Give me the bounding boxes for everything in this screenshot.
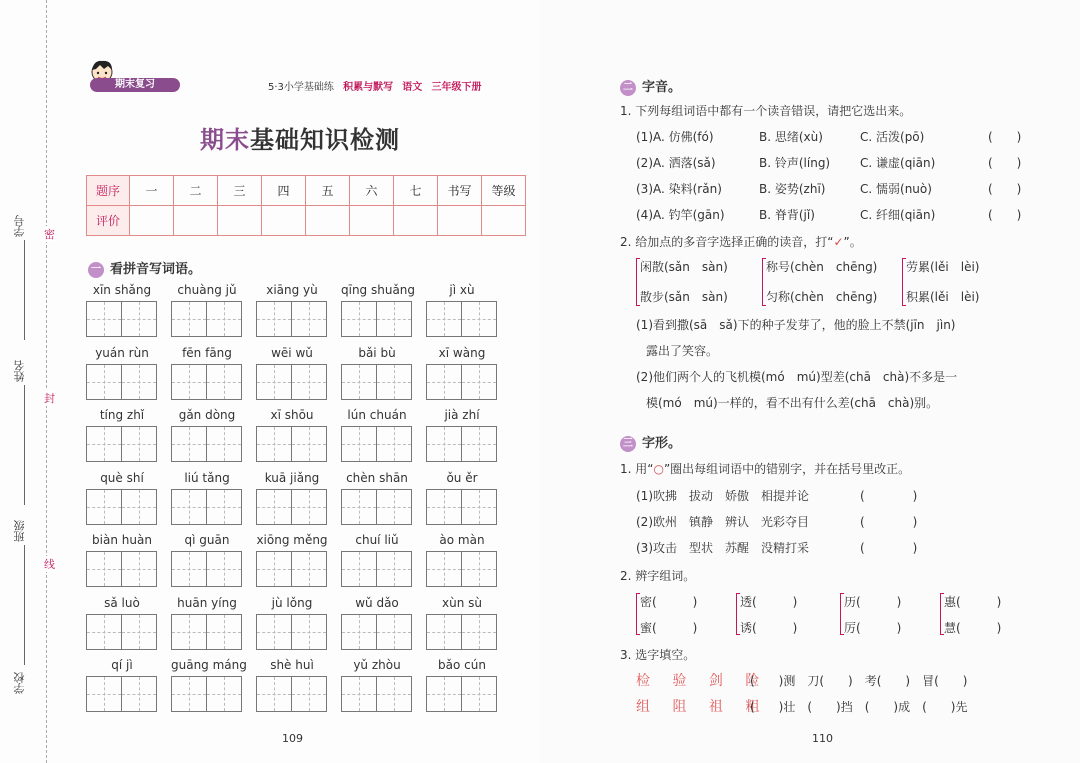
pinyin-text: wēi wǔ bbox=[271, 345, 313, 360]
pinyin-item bbox=[86, 346, 158, 400]
writing-box[interactable] bbox=[426, 301, 462, 337]
writing-box[interactable] bbox=[341, 301, 377, 337]
pinyin-item bbox=[86, 471, 158, 525]
writing-box[interactable] bbox=[462, 551, 497, 587]
section-number-icon: 三 bbox=[620, 436, 636, 452]
writing-boxes bbox=[86, 489, 158, 525]
answer-bracket[interactable]: ( ) bbox=[988, 130, 1022, 144]
col-header: 七 bbox=[394, 176, 438, 206]
pinyin-text: sǎ luò bbox=[104, 595, 140, 610]
pinyin-item bbox=[426, 658, 498, 712]
pinyin-item bbox=[171, 533, 243, 587]
writing-box[interactable] bbox=[256, 614, 292, 650]
pinyin-text: qí jì bbox=[111, 658, 133, 672]
writing-box[interactable] bbox=[86, 364, 122, 400]
writing-box[interactable] bbox=[171, 614, 207, 650]
pinyin-item bbox=[256, 283, 328, 337]
pinyin-text: guāng máng bbox=[171, 658, 247, 672]
page-number: 109 bbox=[282, 732, 303, 745]
writing-box[interactable] bbox=[377, 301, 412, 337]
question-2-1: 1. 下列每组词语中都有一个读音错误，请把它选出来。 bbox=[620, 104, 912, 118]
pinyin-text: kuā jiǎng bbox=[264, 470, 320, 485]
pinyin-item bbox=[171, 283, 243, 337]
writing-boxes bbox=[256, 676, 328, 712]
writing-box[interactable] bbox=[256, 364, 292, 400]
writing-box[interactable] bbox=[86, 301, 122, 337]
pinyin-item bbox=[341, 533, 413, 587]
writing-box[interactable] bbox=[377, 489, 412, 525]
pinyin-item bbox=[426, 283, 498, 337]
section-title: 字音。 bbox=[642, 80, 682, 95]
pinyin-item bbox=[86, 283, 158, 337]
writing-boxes bbox=[256, 489, 328, 525]
compare-word[interactable]: 慧( ) bbox=[944, 621, 1002, 635]
word-list: (1)吹拂 拔动 娇傲 相提并论 bbox=[636, 489, 809, 503]
pinyin-text: jù lǒng bbox=[271, 595, 313, 610]
writing-box[interactable] bbox=[377, 676, 412, 712]
writing-boxes bbox=[171, 489, 243, 525]
section-title: 看拼音写词语。 bbox=[110, 262, 202, 277]
writing-box[interactable] bbox=[171, 551, 207, 587]
writing-boxes bbox=[426, 364, 498, 400]
pinyin-item bbox=[426, 346, 498, 400]
writing-box[interactable] bbox=[256, 301, 292, 337]
writing-box[interactable] bbox=[426, 551, 462, 587]
section-1-heading bbox=[88, 258, 201, 278]
fill-line bbox=[24, 385, 25, 505]
writing-box[interactable] bbox=[171, 301, 207, 337]
compare-word[interactable]: 厉( ) bbox=[844, 621, 902, 635]
writing-box[interactable] bbox=[462, 614, 497, 650]
seal-mi: 密 bbox=[44, 228, 55, 241]
writing-boxes bbox=[256, 426, 328, 462]
pinyin-text: xiōng měng bbox=[256, 533, 328, 547]
writing-box[interactable] bbox=[122, 426, 157, 462]
writing-box[interactable] bbox=[377, 614, 412, 650]
writing-box[interactable] bbox=[292, 426, 327, 462]
pinyin-text: yǔ zhòu bbox=[353, 658, 401, 672]
writing-box[interactable] bbox=[292, 301, 327, 337]
pinyin-item bbox=[341, 408, 413, 462]
writing-box[interactable] bbox=[122, 676, 157, 712]
sentence-1-line-2: 露出了笑容。 bbox=[646, 344, 719, 358]
fill-line bbox=[24, 545, 25, 665]
col-header: 等级 bbox=[482, 176, 526, 206]
polyphone-option[interactable]: 劳累(lěi lèi) bbox=[906, 260, 980, 274]
writing-boxes bbox=[341, 676, 413, 712]
right-page bbox=[540, 0, 1080, 763]
writing-boxes bbox=[256, 551, 328, 587]
pinyin-text: tíng zhǐ bbox=[99, 408, 145, 422]
sentence-2-line-2: 模(mó mú)一样的，看不出有什么差(chā chà)别。 bbox=[646, 396, 939, 410]
writing-box[interactable] bbox=[171, 489, 207, 525]
writing-box[interactable] bbox=[377, 426, 412, 462]
writing-box[interactable] bbox=[462, 364, 497, 400]
answer-bracket[interactable]: ( ) bbox=[860, 541, 918, 555]
sentence-1-line-1: (1)看到撒(sā sǎ)下的种子发芽了，他的脸上不禁(jīn jìn) bbox=[636, 318, 956, 332]
col-header: 三 bbox=[218, 176, 262, 206]
pinyin-text: chèn shān bbox=[346, 470, 408, 485]
row-label-order: 题序 bbox=[87, 176, 130, 206]
writing-box[interactable] bbox=[341, 489, 377, 525]
pinyin-item bbox=[341, 346, 413, 400]
writing-boxes bbox=[86, 551, 158, 587]
writing-box[interactable] bbox=[122, 301, 157, 337]
pinyin-text: qì guān bbox=[184, 533, 230, 547]
writing-box[interactable] bbox=[171, 676, 207, 712]
question-3-1 bbox=[620, 460, 910, 477]
writing-boxes bbox=[426, 489, 498, 525]
grade: 三年级下册 bbox=[431, 82, 482, 93]
page-number: 110 bbox=[812, 732, 833, 745]
writing-box[interactable] bbox=[86, 426, 122, 462]
writing-box[interactable] bbox=[207, 426, 242, 462]
book-header bbox=[268, 78, 481, 93]
pinyin-text: chuí liǔ bbox=[355, 533, 399, 547]
col-header: 二 bbox=[174, 176, 218, 206]
section-number-icon: 一 bbox=[88, 262, 104, 278]
writing-box[interactable] bbox=[341, 551, 377, 587]
pinyin-item bbox=[256, 471, 328, 525]
question-3-3: 3. 选字填空。 bbox=[620, 648, 696, 662]
option-text: C. 纤细(qiān) bbox=[860, 208, 936, 222]
pinyin-item bbox=[256, 408, 328, 462]
writing-box[interactable] bbox=[292, 364, 327, 400]
writing-box[interactable] bbox=[292, 676, 327, 712]
option-text: B. 姿势(zhī) bbox=[759, 182, 826, 196]
fill-line bbox=[24, 240, 25, 340]
writing-box[interactable] bbox=[426, 614, 462, 650]
label-student-id: 学号 bbox=[13, 215, 26, 237]
fill-row-1: ( )测 刀( ) 考( ) 冒( ) bbox=[750, 674, 968, 688]
writing-box[interactable] bbox=[292, 489, 327, 525]
writing-box[interactable] bbox=[171, 364, 207, 400]
pinyin-item bbox=[426, 408, 498, 462]
writing-box[interactable] bbox=[86, 676, 122, 712]
writing-box[interactable] bbox=[341, 614, 377, 650]
row-label-eval: 评价 bbox=[87, 206, 130, 236]
seal-xian: 线 bbox=[44, 558, 55, 571]
option-text: B. 脊背(jǐ) bbox=[759, 208, 815, 222]
q3-1-post: ”圈出每组词语中的错别字，并在括号里改正。 bbox=[663, 462, 911, 476]
writing-boxes bbox=[86, 301, 158, 337]
col-header: 四 bbox=[262, 176, 306, 206]
writing-box[interactable] bbox=[256, 551, 292, 587]
writing-boxes bbox=[341, 301, 413, 337]
writing-boxes bbox=[341, 426, 413, 462]
pinyin-text: jì xù bbox=[449, 283, 475, 297]
writing-boxes bbox=[171, 301, 243, 337]
answer-bracket[interactable]: ( ) bbox=[860, 515, 918, 529]
pinyin-item bbox=[426, 596, 498, 650]
compare-word[interactable]: 密( ) bbox=[640, 595, 698, 609]
pinyin-text: liú tǎng bbox=[184, 470, 230, 485]
pinyin-text: bǎo cún bbox=[438, 658, 486, 672]
eval-cell[interactable] bbox=[394, 206, 438, 236]
option-text: C. 谦虚(qiān) bbox=[860, 156, 936, 170]
title-rest: 基础知识检测 bbox=[250, 126, 400, 154]
pinyin-text: què shí bbox=[100, 470, 144, 485]
option-text: (4)A. 钓竿(gān) bbox=[636, 208, 725, 222]
section-3-heading bbox=[620, 432, 681, 452]
pinyin-item bbox=[256, 596, 328, 650]
writing-boxes bbox=[171, 676, 243, 712]
option-text: (2)A. 洒落(sǎ) bbox=[636, 156, 716, 170]
eval-cell[interactable] bbox=[306, 206, 350, 236]
pinyin-text: chuàng jǔ bbox=[177, 283, 237, 297]
writing-box[interactable] bbox=[426, 426, 462, 462]
option-text: (1)A. 仿佛(fó) bbox=[636, 130, 714, 144]
compare-word[interactable]: 惠( ) bbox=[944, 595, 1002, 609]
option-text: (3)A. 染料(rǎn) bbox=[636, 182, 722, 196]
eval-cell[interactable] bbox=[350, 206, 394, 236]
section-number-icon: 二 bbox=[620, 80, 636, 96]
final-review-badge: 期末复习 bbox=[90, 78, 180, 92]
binding-line bbox=[46, 0, 47, 763]
polyphone-option[interactable]: 匀称(chèn chēng) bbox=[766, 290, 878, 304]
writing-box[interactable] bbox=[292, 551, 327, 587]
writing-boxes bbox=[341, 551, 413, 587]
writing-box[interactable] bbox=[426, 364, 462, 400]
pinyin-text: bǎi bù bbox=[358, 345, 396, 360]
eval-cell[interactable] bbox=[130, 206, 174, 236]
writing-box[interactable] bbox=[462, 489, 497, 525]
writing-box[interactable] bbox=[341, 364, 377, 400]
label-name: 姓名 bbox=[13, 360, 26, 382]
polyphone-option[interactable]: 闲散(sǎn sàn) bbox=[640, 260, 728, 274]
writing-boxes bbox=[171, 364, 243, 400]
pinyin-item bbox=[426, 471, 498, 525]
answer-bracket[interactable]: ( ) bbox=[988, 156, 1022, 170]
check-mark-icon: ✓ bbox=[833, 235, 844, 249]
pinyin-item bbox=[256, 658, 328, 712]
answer-bracket[interactable]: ( ) bbox=[860, 489, 918, 503]
pinyin-item bbox=[86, 658, 158, 712]
polyphone-option[interactable]: 积累(lěi lèi) bbox=[906, 290, 980, 304]
writing-box[interactable] bbox=[377, 364, 412, 400]
writing-boxes bbox=[86, 426, 158, 462]
writing-box[interactable] bbox=[462, 676, 497, 712]
score-table bbox=[86, 175, 526, 236]
pinyin-text: huān yíng bbox=[177, 595, 237, 610]
writing-box[interactable] bbox=[256, 676, 292, 712]
writing-boxes bbox=[426, 551, 498, 587]
writing-boxes bbox=[426, 614, 498, 650]
choice-chars-row-1: 检 验 剑 险 bbox=[636, 673, 769, 689]
writing-box[interactable] bbox=[341, 426, 377, 462]
q3-1-pre: 1. 用“ bbox=[620, 462, 654, 476]
writing-box[interactable] bbox=[207, 489, 242, 525]
series-name: 5·3小学基础练 bbox=[268, 82, 334, 93]
page-title bbox=[0, 120, 600, 155]
writing-box[interactable] bbox=[341, 676, 377, 712]
answer-bracket[interactable]: ( ) bbox=[988, 182, 1022, 196]
question-2-2 bbox=[620, 233, 862, 250]
compare-word[interactable]: 透( ) bbox=[740, 595, 798, 609]
writing-box[interactable] bbox=[207, 551, 242, 587]
writing-box[interactable] bbox=[377, 551, 412, 587]
pinyin-item bbox=[86, 408, 158, 462]
eval-cell[interactable] bbox=[482, 206, 526, 236]
pinyin-text: yuán rùn bbox=[95, 345, 149, 360]
writing-boxes bbox=[426, 676, 498, 712]
writing-box[interactable] bbox=[207, 301, 242, 337]
writing-box[interactable] bbox=[122, 364, 157, 400]
subject: 语文 bbox=[402, 82, 423, 93]
option-text: B. 思绪(xù) bbox=[759, 130, 823, 144]
seal-feng: 封 bbox=[44, 392, 55, 405]
q2-post: ”。 bbox=[843, 235, 862, 249]
compare-word[interactable]: 历( ) bbox=[844, 595, 902, 609]
pinyin-item bbox=[341, 283, 416, 337]
writing-boxes bbox=[171, 551, 243, 587]
option-text: C. 懦弱(nuò) bbox=[860, 182, 932, 196]
polyphone-option[interactable]: 散步(sǎn sàn) bbox=[640, 290, 728, 304]
eval-cell[interactable] bbox=[218, 206, 262, 236]
writing-box[interactable] bbox=[122, 551, 157, 587]
col-header: 五 bbox=[306, 176, 350, 206]
pinyin-text: qīng shuǎng bbox=[341, 283, 416, 297]
book-name: 积累与默写 bbox=[343, 82, 394, 93]
pinyin-text: xùn sù bbox=[442, 595, 482, 610]
q2-pre: 2. 给加点的多音字选择正确的读音，打“ bbox=[620, 235, 834, 249]
pinyin-item bbox=[171, 408, 243, 462]
writing-boxes bbox=[341, 489, 413, 525]
pinyin-item bbox=[86, 596, 158, 650]
writing-boxes bbox=[86, 364, 158, 400]
writing-box[interactable] bbox=[426, 489, 462, 525]
writing-box[interactable] bbox=[86, 489, 122, 525]
compare-word[interactable]: 诱( ) bbox=[740, 621, 798, 635]
pinyin-text: ào màn bbox=[439, 533, 485, 547]
writing-boxes bbox=[426, 426, 498, 462]
pinyin-item bbox=[341, 596, 413, 650]
pinyin-item bbox=[171, 346, 243, 400]
sentence-2-line-1: (2)他们两个人的飞机模(mó mú)型差(chā chà)不多是一 bbox=[636, 370, 958, 384]
pinyin-text: gǎn dòng bbox=[178, 408, 236, 422]
writing-boxes bbox=[341, 614, 413, 650]
pinyin-text: xiāng yù bbox=[266, 283, 318, 297]
pinyin-text: wǔ dǎo bbox=[355, 595, 399, 610]
option-text: B. 铃声(líng) bbox=[759, 156, 831, 170]
eval-cell[interactable] bbox=[262, 206, 306, 236]
writing-box[interactable] bbox=[462, 426, 497, 462]
writing-box[interactable] bbox=[207, 364, 242, 400]
eval-cell[interactable] bbox=[438, 206, 482, 236]
question-3-2: 2. 辨字组词。 bbox=[620, 569, 696, 583]
pinyin-text: shè huì bbox=[270, 658, 314, 672]
pinyin-text: jià zhí bbox=[444, 408, 480, 422]
pinyin-item bbox=[256, 533, 328, 587]
pinyin-text: xī wàng bbox=[438, 345, 486, 360]
pinyin-text: ǒu ěr bbox=[446, 470, 478, 485]
pinyin-text: fēn fāng bbox=[182, 345, 232, 360]
eval-cell[interactable] bbox=[174, 206, 218, 236]
title-accent: 期末 bbox=[200, 126, 250, 154]
writing-box[interactable] bbox=[122, 489, 157, 525]
writing-box[interactable] bbox=[122, 614, 157, 650]
pinyin-item bbox=[256, 346, 328, 400]
writing-boxes bbox=[426, 301, 498, 337]
writing-box[interactable] bbox=[462, 301, 497, 337]
writing-box[interactable] bbox=[86, 551, 122, 587]
compare-word[interactable]: 蜜( ) bbox=[640, 621, 698, 635]
writing-boxes bbox=[171, 426, 243, 462]
word-list: (2)欧州 镇静 辨认 光彩夺目 bbox=[636, 515, 809, 529]
pinyin-item bbox=[171, 471, 243, 525]
pinyin-item bbox=[171, 658, 247, 712]
col-header: 书写 bbox=[438, 176, 482, 206]
writing-box[interactable] bbox=[256, 426, 292, 462]
pinyin-item bbox=[86, 533, 158, 587]
pinyin-item bbox=[341, 471, 413, 525]
writing-boxes bbox=[256, 301, 328, 337]
writing-boxes bbox=[256, 614, 328, 650]
word-list: (3)攻击 型状 苏醒 没精打采 bbox=[636, 541, 809, 555]
writing-boxes bbox=[256, 364, 328, 400]
circle-mark-icon: ○ bbox=[653, 462, 664, 476]
choice-chars-row-2: 组 阻 祖 粗 bbox=[636, 699, 769, 715]
section-title: 字形。 bbox=[642, 436, 682, 451]
label-class: 班级 bbox=[13, 520, 26, 542]
writing-boxes bbox=[171, 614, 243, 650]
col-header: 一 bbox=[130, 176, 174, 206]
pinyin-text: xīn shǎng bbox=[92, 283, 152, 297]
polyphone-option[interactable]: 称号(chèn chēng) bbox=[766, 260, 878, 274]
writing-box[interactable] bbox=[86, 614, 122, 650]
section-2-heading bbox=[620, 76, 681, 96]
pinyin-item bbox=[426, 533, 498, 587]
label-school: 学校 bbox=[13, 672, 26, 694]
writing-box[interactable] bbox=[207, 614, 242, 650]
writing-box[interactable] bbox=[292, 614, 327, 650]
writing-boxes bbox=[341, 364, 413, 400]
writing-boxes bbox=[86, 614, 158, 650]
pinyin-text: lún chuán bbox=[347, 408, 407, 422]
writing-box[interactable] bbox=[256, 489, 292, 525]
option-text: C. 活泼(pō) bbox=[860, 130, 925, 144]
pinyin-text: xī shōu bbox=[270, 408, 314, 422]
writing-box[interactable] bbox=[207, 676, 242, 712]
pinyin-text: biàn huàn bbox=[92, 533, 152, 547]
pinyin-item bbox=[341, 658, 413, 712]
fill-row-2: ( )壮 ( )挡 ( )成 ( )先 bbox=[750, 700, 968, 714]
writing-boxes bbox=[86, 676, 158, 712]
col-header: 六 bbox=[350, 176, 394, 206]
pinyin-item bbox=[171, 596, 243, 650]
writing-box[interactable] bbox=[171, 426, 207, 462]
writing-box[interactable] bbox=[426, 676, 462, 712]
answer-bracket[interactable]: ( ) bbox=[988, 208, 1022, 222]
